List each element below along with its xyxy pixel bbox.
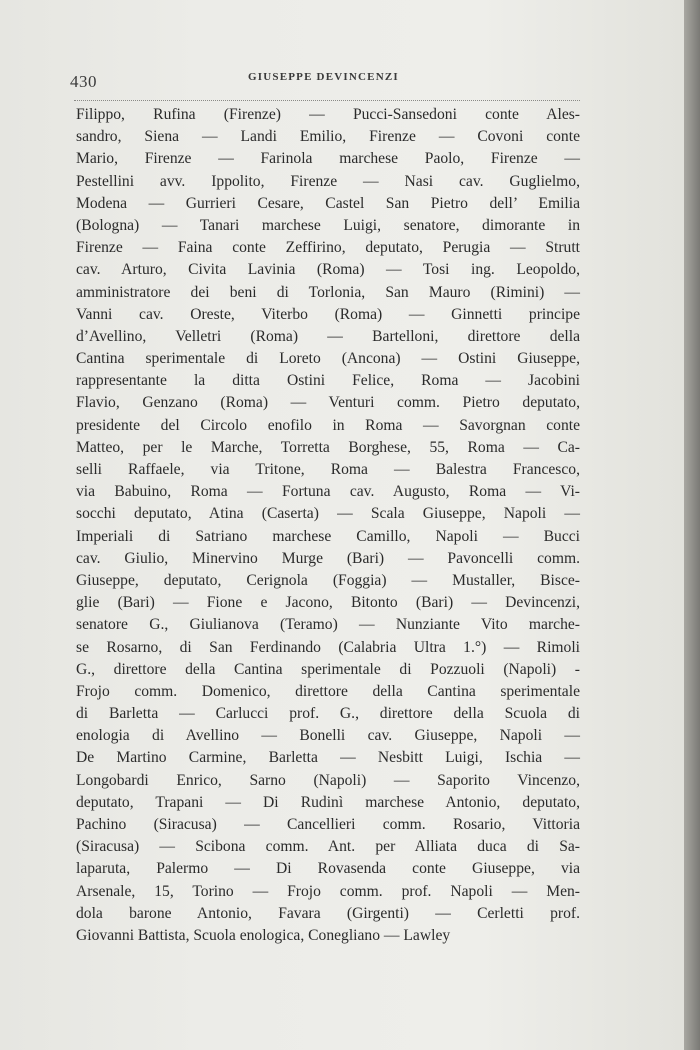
text-line: De Martino Carmine, Barletta — Nesbitt Luigi, Ischia —	[76, 749, 580, 767]
text-line: Pestellini avv. Ippolito, Firenze — Nasi cav. Guglielmo,	[76, 172, 580, 190]
text-line: Cantina sperimentale di Loreto (Ancona) — Ostini Giuseppe,	[76, 350, 580, 368]
text-line: Filippo, Rufina (Firenze) — Pucci-Sansedoni conte Ales-	[76, 106, 580, 123]
running-head: GIUSEPPE DEVINCENZI	[248, 71, 399, 83]
text-line: selli Raffaele, via Tritone, Roma — Balestra Francesco,	[76, 461, 580, 478]
text-line: Matteo, per le Marche, Torretta Borghese, 55, Roma — Ca-	[76, 438, 580, 456]
text-line: d’Avellino, Velletri (Roma) — Bartelloni, direttore della	[76, 327, 580, 345]
text-line: dola barone Antonio, Favara (Girgenti) — Cerletti prof.	[76, 904, 580, 922]
text-line: G., direttore della Cantina sperimentale di Pozzuoli (Napoli) -	[76, 660, 580, 678]
text-line: sandro, Siena — Landi Emilio, Firenze — Covoni conte	[76, 128, 580, 146]
text-line: Firenze — Faina conte Zeffirino, deputato, Perugia — Strutt	[76, 239, 580, 257]
text-line: Flavio, Genzano (Roma) — Venturi comm. Pietro deputato,	[76, 394, 580, 412]
text-line: Pachino (Siracusa) — Cancellieri comm. Rosario, Vittoria	[76, 816, 580, 833]
text-line: Mario, Firenze — Farinola marchese Paolo, Firenze —	[76, 150, 580, 168]
page-edge	[684, 0, 700, 1050]
text-line: Imperiali di Satriano marchese Camillo, Napoli — Bucci	[76, 527, 580, 545]
text-line: cav. Arturo, Civita Lavinia (Roma) — Tosi ing. Leopoldo,	[76, 261, 580, 279]
text-line: Giuseppe, deputato, Cerignola (Foggia) — Mustaller, Bisce-	[76, 571, 580, 589]
text-line: socchi deputato, Atina (Caserta) — Scala Giuseppe, Napoli —	[76, 505, 580, 523]
page-header	[70, 68, 590, 94]
text-line: di Barletta — Carlucci prof. G., direttore della Scuola di	[76, 705, 580, 723]
text-line: deputato, Trapani — Di Rudinì marchese Antonio, deputato,	[76, 793, 580, 811]
text-line: Longobardi Enrico, Sarno (Napoli) — Saporito Vincenzo,	[76, 771, 580, 789]
text-line: Frojo comm. Domenico, direttore della Cantina sperimentale	[76, 682, 580, 700]
text-line: via Babuino, Roma — Fortuna cav. Augusto, Roma — Vi-	[76, 483, 580, 501]
body-text	[76, 104, 580, 947]
text-line: Vanni cav. Oreste, Viterbo (Roma) — Ginnetti principe	[76, 305, 580, 323]
text-line: enologia di Avellino — Bonelli cav. Giuseppe, Napoli —	[76, 727, 580, 745]
text-line: cav. Giulio, Minervino Murge (Bari) — Pavoncelli comm.	[76, 549, 580, 567]
text-line: rappresentante la ditta Ostini Felice, Roma — Jacobini	[76, 372, 580, 390]
text-line: laparuta, Palermo — Di Rovasenda conte Giuseppe, via	[76, 860, 580, 878]
text-line: senatore G., Giulianova (Teramo) — Nunziante Vito marche-	[76, 616, 580, 634]
text-line: amministratore dei beni di Torlonia, San Mauro (Rimini) —	[76, 283, 580, 301]
text-line: presidente del Circolo enofilo in Roma — Savorgnan conte	[76, 416, 580, 434]
header-rule	[74, 100, 580, 101]
text-line: (Siracusa) — Scibona comm. Ant. per Alliata duca di Sa-	[76, 838, 580, 856]
text-line: Giovanni Battista, Scuola enologica, Conegliano — Lawley	[76, 926, 451, 944]
page-number: 430	[70, 72, 97, 91]
text-line: Arsenale, 15, Torino — Frojo comm. prof. Napoli — Men-	[76, 882, 580, 900]
text-line: glie (Bari) — Fione e Jacono, Bitonto (Bari) — Devincenzi,	[76, 594, 580, 612]
text-line: Modena — Gurrieri Cesare, Castel San Pietro dell’ Emilia	[76, 194, 580, 212]
text-line: (Bologna) — Tanari marchese Luigi, senatore, dimorante in	[76, 216, 580, 234]
text-line: se Rosarno, di San Ferdinando (Calabria Ultra 1.°) — Rimoli	[76, 638, 580, 656]
